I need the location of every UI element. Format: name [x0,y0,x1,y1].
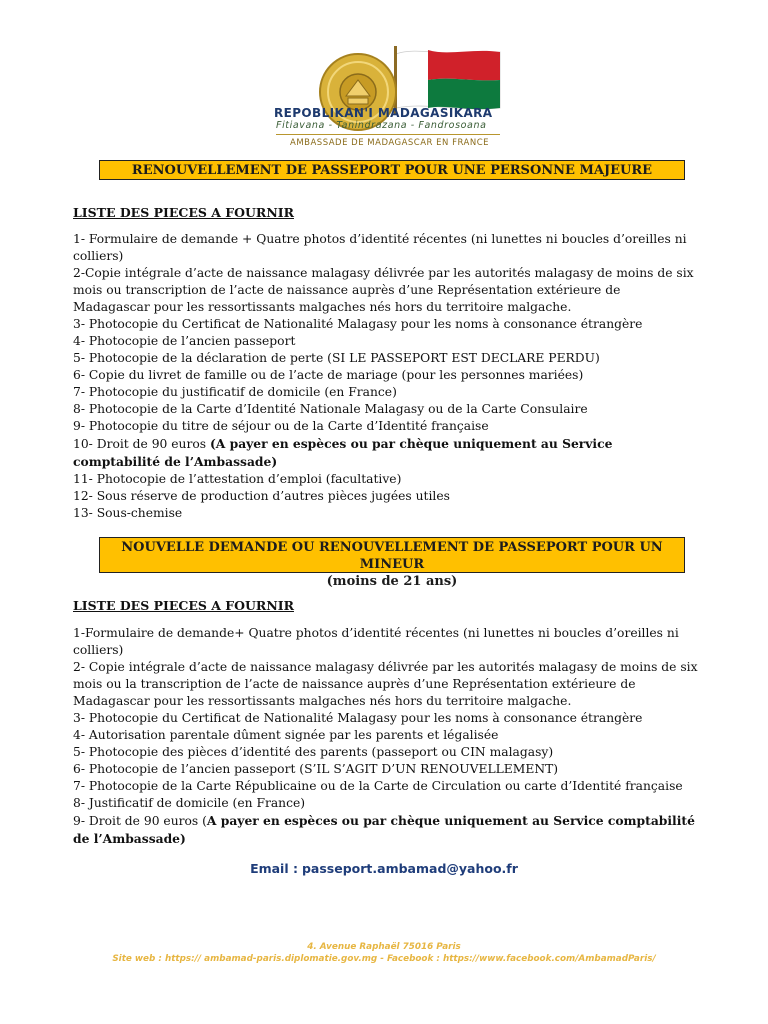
logo-divider [276,134,500,135]
list-item: 1- Formulaire de demande + Quatre photos d’identité récentes (ni lunettes ni boucles d’oreilles ni colliers) [73,232,687,263]
list-item: 6- Copie du livret de famille ou de l’acte de mariage (pour les personnes mariées) [73,368,584,382]
list-item-fee [73,812,698,848]
list-item: 2- Copie intégrale d’acte de naissance malagasy délivrée par les autorités malagasy de moins de six mois ou la transcription de l’acte de naissance auprès d’une Représentation extérieure de Madagascar pour les ressortissants malgaches nés hors du territoire malgache. [73,660,698,708]
section-adult-requirements-list [73,231,698,522]
list-item: 13- Sous-chemise [73,506,183,520]
embassy-header [0,16,768,148]
list-item: 7- Photocopie de la Carte Républicaine ou de la Carte de Circulation ou carte d’Identité française [73,779,683,793]
list-item: 7- Photocopie du justificatif de domicile (en France) [73,385,397,399]
footer-web-links[interactable]: Site web : https:// ambamad-paris.diplomatie.gov.mg - Facebook : https://www.facebook.com/AmbamadParis/ [112,954,656,964]
list-item: 1-Formulaire de demande+ Quatre photos d’identité récentes (ni lunettes ni boucles d’oreilles ni colliers) [73,626,679,657]
section-minor-title-line2: (moins de 21 ans) [326,574,458,589]
madagascar-flag-icon [388,46,504,114]
section-minor-title-line1: NOUVELLE DEMANDE OU RENOUVELLEMENT DE PASSEPORT POUR UN MINEUR [121,540,663,572]
fee-payment-note: (A payer en espèces ou par chèque uniquement au Service comptabilité de l’Ambassade) [73,436,613,469]
list-item: 8- Justificatif de domicile (en France) [73,796,306,810]
fee-text: 10- Droit de 90 euros [73,437,210,451]
contact-email-line [0,861,768,876]
list-item: 8- Photocopie de la Carte d’Identité Nationale Malagasy ou de la Carte Consulaire [73,402,588,416]
section-minor-requirements-list [73,625,698,848]
republic-name: REPOBLIKAN'I MADAGASIKARA [274,106,493,120]
fee-text: 9- Droit de 90 euros ( [73,814,207,828]
email-label: Email : [250,861,298,876]
list-item: 4- Photocopie de l’ancien passeport [73,334,296,348]
fee-payment-note: A payer en espèces ou par chèque uniquement au Service comptabilité de l’Ambassade) [73,813,695,846]
section-minor-list-heading: LISTE DES PIECES A FOURNIR [73,598,294,613]
list-item: 5- Photocopie des pièces d’identité des parents (passeport ou CIN malagasy) [73,745,554,759]
list-item: 3- Photocopie du Certificat de Nationalité Malagasy pour les noms à consonance étrangère [73,711,643,725]
list-item: 12- Sous réserve de production d’autres pièces jugées utiles [73,489,450,503]
email-address-link[interactable]: passeport.ambamad@yahoo.fr [301,861,518,876]
section-adult-list-heading: LISTE DES PIECES A FOURNIR [73,205,294,220]
embassy-name: AMBASSADE DE MADAGASCAR EN FRANCE [290,138,490,148]
list-item: 5- Photocopie de la déclaration de perte (SI LE PASSEPORT EST DECLARE PERDU) [73,351,600,365]
section-adult-title: RENOUVELLEMENT DE PASSEPORT POUR UNE PERSONNE MAJEURE [99,160,685,180]
list-item: 4- Autorisation parentale dûment signée par les parents et légalisée [73,728,499,742]
national-motto: Fitiavana - Tanindrazana - Fandrosoana [276,120,487,131]
list-item: 6- Photocopie de l’ancien passeport (S’IL S’AGIT D’UN RENOUVELLEMENT) [73,762,559,776]
list-item: 9- Photocopie du titre de séjour ou de la Carte d’Identité française [73,419,489,433]
list-item: 11- Photocopie de l’attestation d’emploi (facultative) [73,472,402,486]
section-minor-title [99,537,685,589]
list-item-fee [73,435,698,471]
list-item: 3- Photocopie du Certificat de Nationalité Malagasy pour les noms à consonance étrangère [73,317,643,331]
footer-address: 4. Avenue Raphaël 75016 Paris [307,942,461,952]
list-item: 2-Copie intégrale d’acte de naissance malagasy délivrée par les autorités malagasy de moins de six mois ou transcription de l’acte de naissance auprès d’une Représentation extérieure de Madagascar pour les ressortissants malgaches nés hors du territoire malgache. [73,266,694,314]
